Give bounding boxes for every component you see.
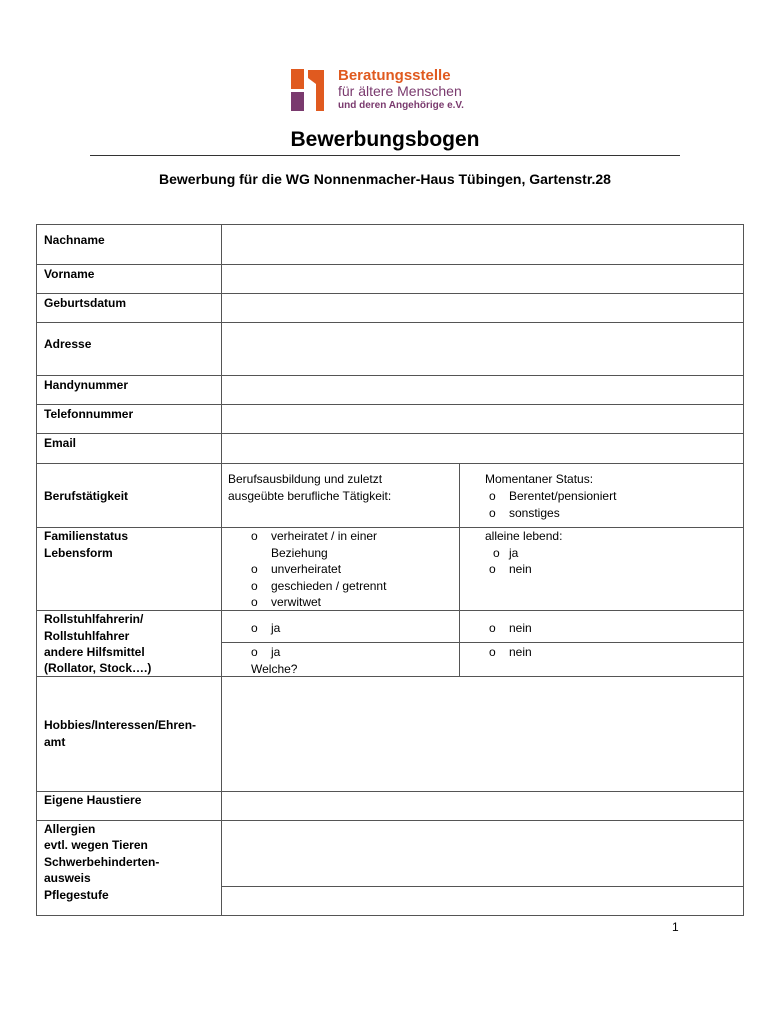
- option-label: verwitwet: [271, 595, 322, 609]
- row-divider: [37, 293, 743, 294]
- option-label: ja: [509, 546, 519, 560]
- radio-bullet: o: [489, 489, 496, 503]
- row-divider: [37, 375, 743, 376]
- option-label: verheiratet / in einer: [271, 529, 378, 543]
- beruf-ausbildung-line-1: Berufsausbildung und zuletzt: [228, 472, 383, 486]
- option-label: ja: [271, 621, 281, 635]
- row-divider: [37, 527, 743, 528]
- beruf-status-option-1[interactable]: [489, 488, 616, 505]
- option-label: nein: [509, 645, 532, 659]
- logo-mark-icon: [290, 68, 330, 112]
- option-label: nein: [509, 562, 532, 576]
- label-allergien-1: Allergien: [44, 822, 96, 836]
- radio-bullet: o: [251, 621, 258, 635]
- option-label: Berentet/pensioniert: [509, 489, 617, 503]
- title-rule: [90, 155, 680, 156]
- label-rollstuhl-1: Rollstuhlfahrerin/: [44, 612, 144, 626]
- option-label: ja: [271, 645, 281, 659]
- hilfsmittel-ja[interactable]: [251, 644, 280, 661]
- beruf-ausbildung-line-2: ausgeübte berufliche Tätigkeit:: [228, 489, 392, 503]
- logo-line-1: Beratungsstelle: [338, 67, 451, 84]
- alleine-lebend-ja[interactable]: [493, 545, 518, 562]
- alleine-lebend-nein[interactable]: [489, 561, 532, 578]
- radio-bullet: o: [493, 546, 500, 560]
- row-divider: [221, 886, 743, 887]
- rollstuhl-nein[interactable]: [489, 620, 532, 637]
- hilfsmittel-nein[interactable]: [489, 644, 532, 661]
- label-telefonnummer: Telefonnummer: [44, 407, 134, 421]
- radio-bullet: o: [489, 562, 496, 576]
- row-divider: [37, 433, 743, 434]
- page-title: Bewerbungsbogen: [290, 128, 480, 151]
- column-divider: [459, 463, 460, 676]
- label-geburtsdatum: Geburtsdatum: [44, 296, 127, 310]
- hilfsmittel-welche: Welche?: [251, 662, 298, 676]
- logo-line-3: und deren Angehörige e.V.: [338, 100, 464, 111]
- label-hilfsmittel-2: (Rollator, Stock….): [44, 661, 152, 675]
- row-divider: [37, 791, 743, 792]
- option-label: unverheiratet: [271, 562, 342, 576]
- label-haustiere: Eigene Haustiere: [44, 793, 142, 807]
- row-divider: [37, 264, 743, 265]
- familie-option-verwitwet[interactable]: [251, 594, 321, 611]
- option-label: geschieden / getrennt: [271, 579, 387, 593]
- logo-line-2: für ältere Menschen: [338, 83, 462, 99]
- label-lebensform: Lebensform: [44, 546, 113, 560]
- label-pflegestufe: Pflegestufe: [44, 888, 109, 902]
- row-divider: [37, 463, 743, 464]
- label-berufstaetigkeit: Berufstätigkeit: [44, 489, 129, 503]
- familie-option-unverheiratet[interactable]: [251, 561, 341, 578]
- label-adresse: Adresse: [44, 337, 92, 351]
- page-subtitle: Bewerbung für die WG Nonnenmacher-Haus Tübingen, Gartenstr.28: [159, 171, 611, 187]
- radio-bullet: o: [251, 645, 258, 659]
- label-handynummer: Handynummer: [44, 378, 129, 392]
- label-familienstatus: Familienstatus: [44, 529, 129, 543]
- label-schwerbehinderten-1: Schwerbehinderten-: [44, 855, 160, 869]
- row-divider: [37, 820, 743, 821]
- label-hilfsmittel-1: andere Hilfsmittel: [44, 645, 145, 659]
- label-nachname: Nachname: [44, 233, 105, 247]
- familie-option-geschieden[interactable]: [251, 578, 386, 595]
- beruf-status-label: Momentaner Status:: [485, 472, 594, 486]
- label-schwerbehinderten-2: ausweis: [44, 871, 91, 885]
- label-hobbies-1: Hobbies/Interessen/Ehren-: [44, 718, 197, 732]
- page-number: 1: [672, 920, 679, 934]
- radio-bullet: o: [489, 621, 496, 635]
- label-vorname: Vorname: [44, 267, 95, 281]
- label-hobbies-2: amt: [44, 735, 66, 749]
- radio-bullet: o: [251, 595, 258, 609]
- option-label: nein: [509, 621, 532, 635]
- column-divider: [221, 225, 222, 915]
- logo: [290, 68, 490, 112]
- label-email: Email: [44, 436, 77, 450]
- row-divider: [221, 642, 743, 643]
- row-divider: [37, 404, 743, 405]
- radio-bullet: o: [251, 529, 258, 543]
- alleine-lebend-label: alleine lebend:: [485, 529, 563, 543]
- radio-bullet: o: [251, 562, 258, 576]
- label-allergien-2: evtl. wegen Tieren: [44, 838, 148, 852]
- familie-option-verheiratet[interactable]: [251, 528, 377, 545]
- radio-bullet: o: [251, 579, 258, 593]
- option-label: sonstiges: [509, 506, 560, 520]
- label-rollstuhl-2: Rollstuhlfahrer: [44, 629, 130, 643]
- rollstuhl-ja[interactable]: [251, 620, 280, 637]
- row-divider: [37, 322, 743, 323]
- beruf-status-option-2[interactable]: [489, 505, 560, 522]
- radio-bullet: o: [489, 645, 496, 659]
- application-form-table: [36, 224, 744, 916]
- radio-bullet: o: [489, 506, 496, 520]
- familie-option-verheiratet-cont: Beziehung: [271, 546, 328, 560]
